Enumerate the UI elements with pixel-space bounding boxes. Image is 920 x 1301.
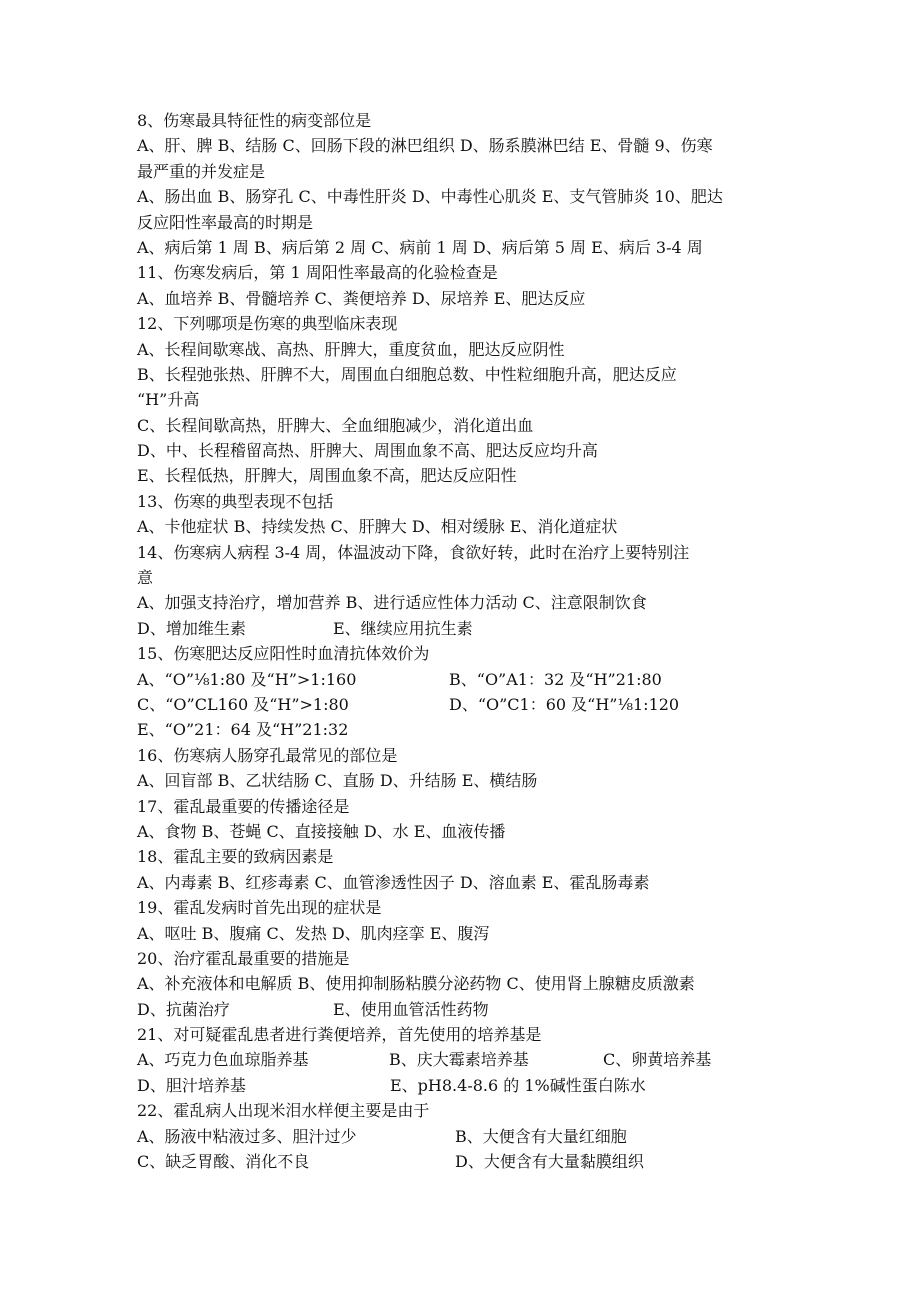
text-line: B、长程弛张热、肝脾不大，周围血白细胞总数、中性粒细胞升高，肥达反应: [137, 364, 677, 384]
option-text: D、增加维生素: [137, 618, 246, 638]
text-line: A、长程间歇寒战、高热、肝脾大，重度贫血，肥达反应阴性: [137, 339, 565, 359]
text-line: C、长程间歇高热，肝脾大、全血细胞减少，消化道出血: [137, 415, 534, 435]
text-line: 11、伤寒发病后，第 1 周阳性率最高的化验检查是: [137, 263, 498, 283]
text-line: 18、霍乱主要的致病因素是: [137, 847, 334, 867]
option-text: D、“O”C1：60 及“H”⅛1:120: [449, 694, 680, 714]
option-text: D、胆汁培养基: [137, 1075, 246, 1095]
options-row: [137, 1149, 777, 1174]
text-line: A、病后第 1 周 B、病后第 2 周 C、病前 1 周 D、病后第 5 周 E、病后 3-4 周: [137, 237, 703, 257]
text-line: “H”升高: [137, 390, 200, 410]
text-line: 意: [137, 568, 154, 588]
text-line: A、肠出血 B、肠穿孔 C、中毒性肝炎 D、中毒性心肌炎 E、支气管肺炎 10、肥达: [137, 187, 723, 207]
text-line: A、内毒素 B、红疹毒素 C、血管渗透性因子 D、溶血素 E、霍乱肠毒素: [137, 872, 650, 892]
text-line: A、卡他症状 B、持续发热 C、肝脾大 D、相对缓脉 E、消化道症状: [137, 517, 618, 537]
text-line: 最严重的并发症是: [137, 161, 266, 181]
question-title: 15、伤寒肥达反应阳性时血清抗体效价为: [137, 644, 430, 664]
options-row: [137, 1073, 777, 1098]
text-line: A、回盲部 B、乙状结肠 C、直肠 D、升结肠 E、横结肠: [137, 771, 538, 791]
options-row: [137, 1124, 777, 1149]
text-line: A、血培养 B、骨髓培养 C、粪便培养 D、尿培养 E、肥达反应: [137, 288, 586, 308]
option-text: A、“O”⅛1:80 及“H”>1:160: [137, 669, 357, 689]
text-line: 12、下列哪项是伤寒的典型临床表现: [137, 314, 398, 334]
option-text: C、缺乏胃酸、消化不良: [137, 1152, 310, 1172]
text-line: 20、治疗霍乱最重要的措施是: [137, 948, 350, 968]
text-line: A、呕吐 B、腹痛 C、发热 D、肌肉痉挛 E、腹泻: [137, 923, 490, 943]
options-row: [137, 1047, 777, 1072]
option-text: D、大便含有大量黏膜组织: [455, 1152, 644, 1172]
question-title: 21、对可疑霍乱患者进行粪便培养，首先使用的培养基是: [137, 1025, 542, 1045]
text-line: A、食物 B、苍蝇 C、直接接触 D、水 E、血液传播: [137, 821, 506, 841]
text-line: 17、霍乱最重要的传播途径是: [137, 796, 350, 816]
option-text: E、pH8.4-8.6 的 1%碱性蛋白陈水: [390, 1075, 646, 1095]
document-body: [137, 108, 777, 1174]
text-line: E、长程低热，肝脾大，周围血象不高，肥达反应阳性: [137, 466, 517, 486]
text-line: 8、伤寒最具特征性的病变部位是: [137, 111, 372, 130]
text-line: 14、伤寒病人病程 3-4 周，体温波动下降，食欲好转，此时在治疗上要特别注: [137, 542, 690, 562]
text-line: A、肝、脾 B、结肠 C、回肠下段的淋巴组织 D、肠系膜淋巴结 E、骨髓 9、伤寒: [137, 136, 713, 156]
text-line: D、中、长程稽留高热、肝脾大、周围血象不高、肥达反应均升高: [137, 441, 598, 461]
option-text: C、“O”CL160 及“H”>1:80: [137, 694, 349, 714]
text-line: A、加强支持治疗，增加营养 B、进行适应性体力活动 C、注意限制饮食: [137, 593, 647, 613]
options-row: [137, 667, 777, 692]
text-line: 13、伤寒的典型表现不包括: [137, 491, 334, 511]
options-row: [137, 997, 777, 1022]
options-row: [137, 616, 777, 641]
option-text: E、继续应用抗生素: [333, 618, 473, 638]
option-text: B、“O”A1：32 及“H”21:80: [449, 669, 662, 689]
option-text: A、肠液中粘液过多、胆汁过少: [137, 1126, 357, 1146]
option-text: E、使用血管活性药物: [333, 999, 489, 1019]
text-line: 反应阳性率最高的时期是: [137, 212, 314, 232]
option-text: A、巧克力色血琼脂养基: [137, 1050, 309, 1070]
question-title: 22、霍乱病人出现米泪水样便主要是由于: [137, 1101, 430, 1121]
text-line: 19、霍乱发病时首先出现的症状是: [137, 898, 382, 918]
options-row: [137, 692, 777, 717]
text-line: A、补充液体和电解质 B、使用抑制肠粘膜分泌药物 C、使用肾上腺糖皮质激素: [137, 974, 695, 994]
option-text: B、庆大霉素培养基: [389, 1050, 529, 1070]
option-text: C、卵黄培养基: [603, 1050, 712, 1070]
option-text: E、“O”21：64 及“H”21:32: [137, 720, 349, 740]
option-text: D、抗菌治疗: [137, 999, 230, 1019]
text-line: 16、伤寒病人肠穿孔最常见的部位是: [137, 745, 398, 765]
option-text: B、大便含有大量红细胞: [455, 1126, 627, 1146]
